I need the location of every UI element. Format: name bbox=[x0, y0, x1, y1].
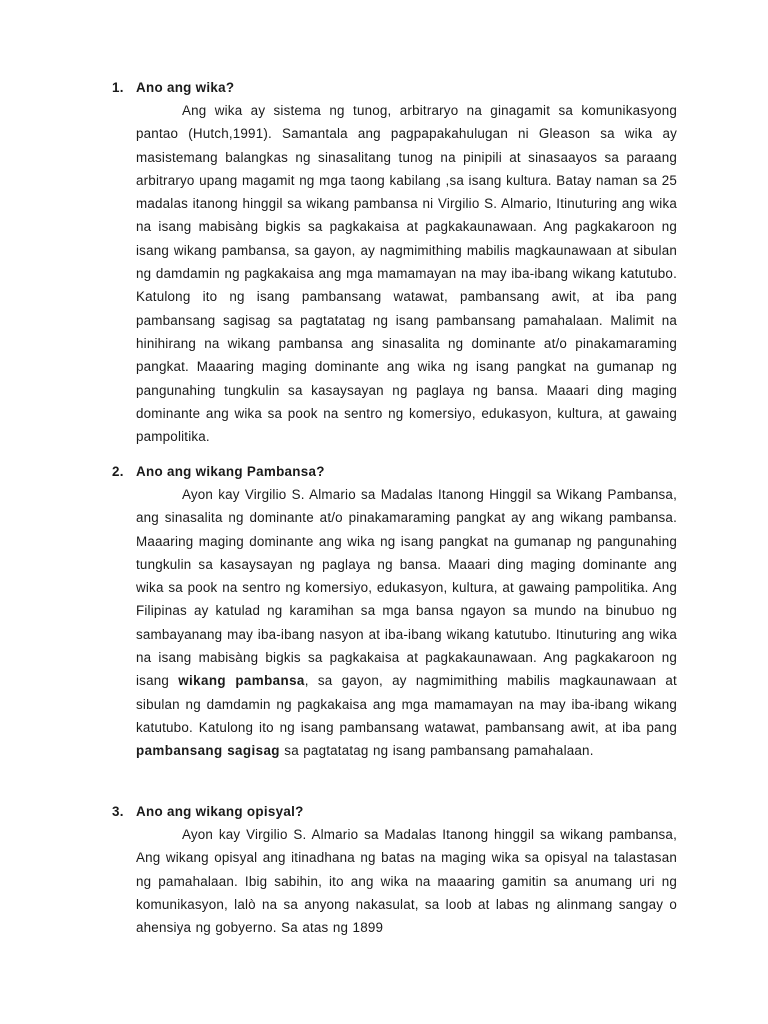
paragraph-text: Ayon kay Virgilio S. Almario sa Madalas Itanong Hinggil sa Wikang Pambansa, ang sinasalita ng dominante at/o pinakamaraming pangkat ay ang wikang pambansa. Maaaring maging dominante ang wika ng isang pangkat na gumanap ng pangunahing tungkulin sa kasaysayan ng paglaya ng bansa. Maaari ding maging dominante ang wika sa pook na sentro ng komersiyo, edukasyon, kultura, at gawaing pampolitika. Ang Filipinas ay katulad ng karamihan sa mga bansa ngayon sa mundo na binubuo ng sambayanang may iba-ibang nasyon at iba-ibang wikang katutubo. Itinuturing ang wika na isang mabisàng bigkis sa pagkakaisa at pagkakaunawaan. Ang pagkakaroon ng isang bbox=[136, 487, 677, 689]
paragraph-text: , sa gayon, ay nagmimithing mabilis magkaunawaan at sibulan ng damdamin ng pagkakaisa ang mga mamamayan na may iba-ibang wikang katutubo. Katulong ito ng isang pambansang watawat, pambansang awit, at iba pang bbox=[136, 673, 677, 735]
section-3 bbox=[112, 800, 677, 939]
section-title: Ano ang wikang Pambansa? bbox=[136, 464, 325, 479]
section-number: 3. bbox=[112, 804, 124, 819]
section-heading bbox=[112, 460, 677, 483]
section-paragraph: Ang wika ay sistema ng tunog, arbitraryo na ginagamit sa komunikasyong pantao (Hutch,1991). Samantala ang pagpapakahulugan ni Gleason sa wika ay masistemang balangkas ng sinasalitang tunog na pinipili at sinasaayos sa paraang arbitraryo upang magamit ng mga taong kabilang ,sa isang kultura. Batay naman sa 25 madalas itanong hinggil sa wikang pambansa ni Virgilio S. Almario, Itinuturing ang wika na isang mabisàng bigkis sa pagkakaisa at pagkakaunawaan. Ang pagkakaroon ng isang wikang pambansa, sa gayon, ay nagmimithing mabilis magkaunawaan at sibulan ng damdamin ng pagkakaisa ang mga mamamayan na may iba-ibang wikang katutubo. Katulong ito ng isang pambansang watawat, pambansang awit, at iba pang pambansang sagisag sa pagtatatag ng isang pambansang pamahalaan. Malimit na hinihirang na wikang pambansa ang sinasalita ng dominante at/o pinakamaraming pangkat. Maaaring maging dominante ang wika ng isang pangkat na gumanap ng pangunahing tungkulin sa kasaysayan ng paglaya ng bansa. Maaari ding maging dominante ang wika sa pook na sentro ng komersiyo, edukasyon, kultura, at gawaing pampolitika. bbox=[136, 103, 677, 445]
section-paragraph: Ayon kay Virgilio S. Almario sa Madalas Itanong hinggil sa wikang pambansa, Ang wikang opisyal ang itinadhana ng batas na maging wika sa opisyal na talastasan ng pamahalaan. Ibig sabihin, ito ang wika na maaaring gamitin sa anumang uri ng komunikasyon, lalò na sa anyong nakasulat, sa loob at labas ng alinmang sangay o ahensiya ng gobyerno. Sa atas ng 1899 bbox=[136, 827, 677, 936]
section-paragraph bbox=[136, 483, 677, 763]
bold-term: pambansang sagisag bbox=[136, 743, 280, 759]
section-title: Ano ang wikang opisyal? bbox=[136, 804, 304, 819]
paragraph-text: sa pagtatatag ng isang pambansang pamahalaan. bbox=[279, 743, 594, 759]
section-number: 1. bbox=[112, 80, 124, 95]
section-number: 2. bbox=[112, 464, 124, 479]
section-2 bbox=[112, 460, 677, 763]
section-heading bbox=[112, 76, 677, 99]
section-title: Ano ang wika? bbox=[136, 80, 235, 95]
section-1 bbox=[112, 76, 677, 448]
bold-term: wikang pambansa bbox=[178, 673, 305, 689]
section-heading bbox=[112, 800, 677, 823]
